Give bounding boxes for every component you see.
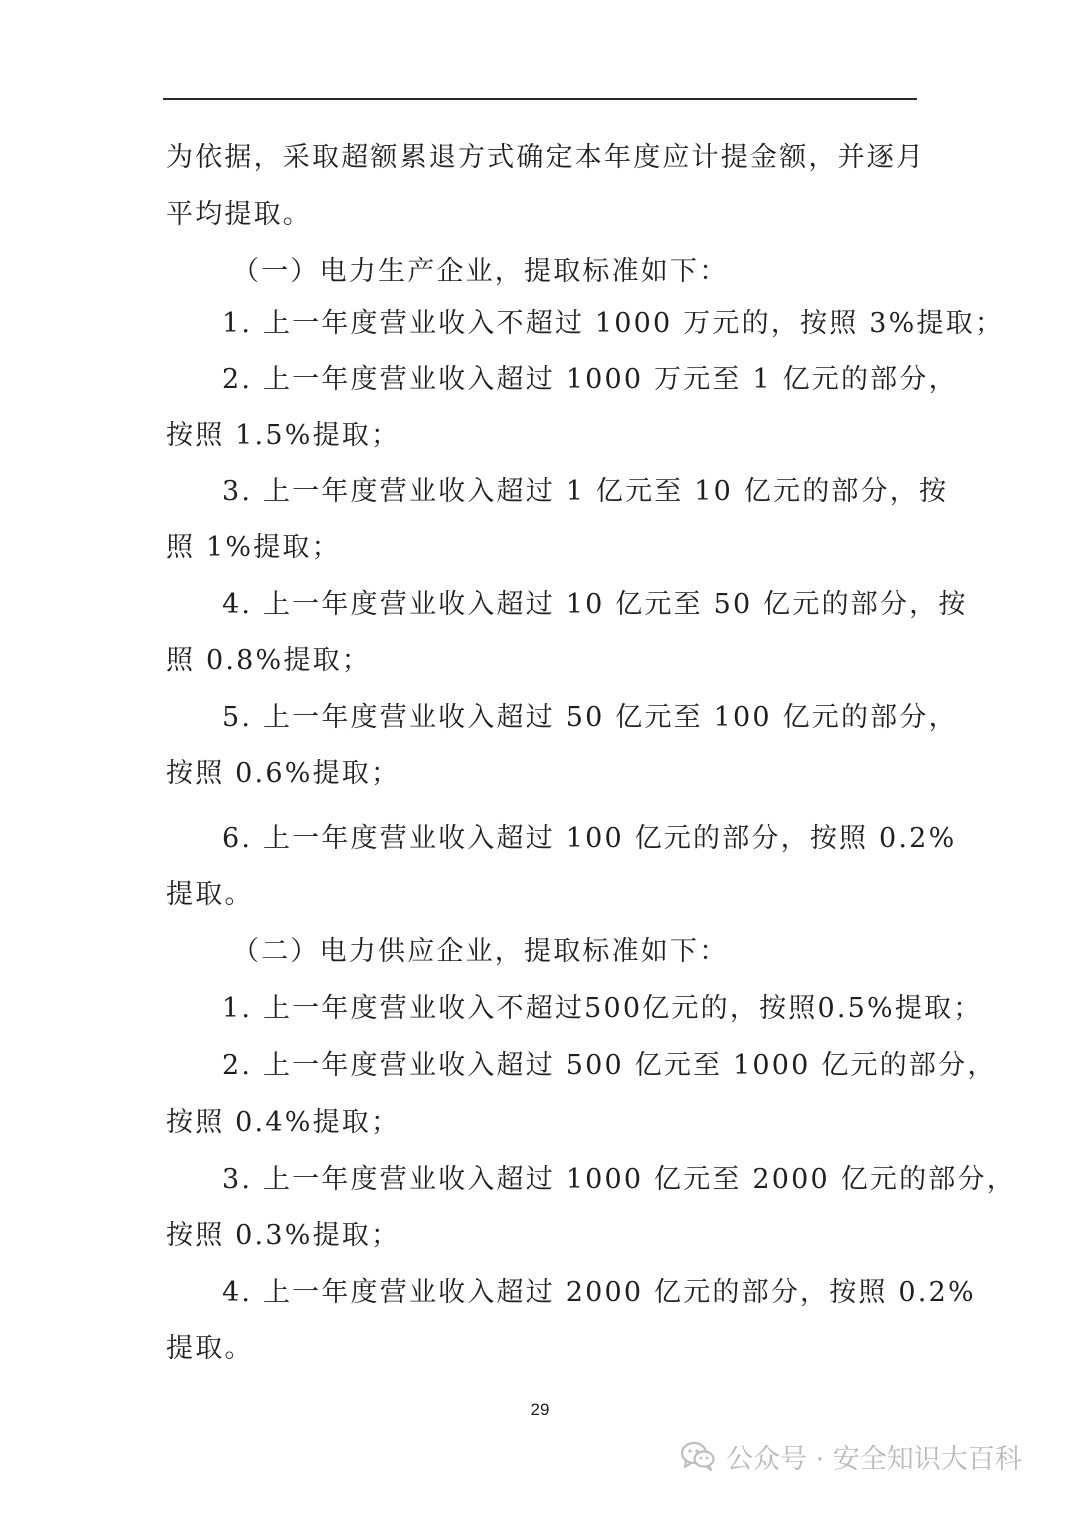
list-item-continuation: 按照 0.4%提取； [166, 1107, 401, 1138]
page-number: 29 [530, 1400, 550, 1419]
list-item: 5. 上一年度营业收入超过 50 亿元至 100 亿元的部分， [222, 702, 958, 733]
list-item-continuation: 提取。 [166, 1333, 254, 1364]
list-item: 2. 上一年度营业收入超过 1000 万元至 1 亿元的部分， [222, 364, 958, 395]
watermark [680, 1436, 1022, 1476]
list-item: 3. 上一年度营业收入超过 1 亿元至 10 亿元的部分，按 [222, 476, 949, 507]
list-item: 4. 上一年度营业收入超过 2000 亿元的部分，按照 0.2% [222, 1277, 976, 1308]
list-item-continuation: 提取。 [166, 879, 254, 910]
header-rule [163, 98, 917, 100]
section-heading: （一）电力生产企业，提取标准如下： [232, 256, 729, 287]
list-item: 3. 上一年度营业收入超过 1000 亿元至 2000 亿元的部分， [222, 1164, 1016, 1195]
list-item: 4. 上一年度营业收入超过 10 亿元至 50 亿元的部分，按 [222, 589, 968, 620]
list-item: 2. 上一年度营业收入超过 500 亿元至 1000 亿元的部分， [222, 1050, 997, 1081]
section-heading: （二）电力供应企业，提取标准如下： [232, 936, 729, 967]
list-item: 1. 上一年度营业收入不超过 1000 万元的，按照 3%提取； [222, 308, 1005, 339]
list-item-continuation: 按照 0.3%提取； [166, 1220, 401, 1251]
list-item-continuation: 照 0.8%提取； [166, 645, 371, 676]
body-line: 为依据，采取超额累退方式确定本年度应计提金额，并逐月 [166, 142, 926, 173]
list-item-continuation: 按照 0.6%提取； [166, 758, 401, 789]
wechat-icon [680, 1440, 716, 1472]
watermark-text: 公众号 · 安全知识大百科 [726, 1443, 1022, 1475]
body-line: 平均提取。 [166, 199, 312, 230]
list-item: 6. 上一年度营业收入超过 100 亿元的部分，按照 0.2% [222, 823, 957, 854]
list-item-continuation: 按照 1.5%提取； [166, 420, 401, 451]
list-item: 1. 上一年度营业收入不超过500亿元的，按照0.5%提取； [222, 993, 983, 1024]
list-item-continuation: 照 1%提取； [166, 532, 341, 563]
